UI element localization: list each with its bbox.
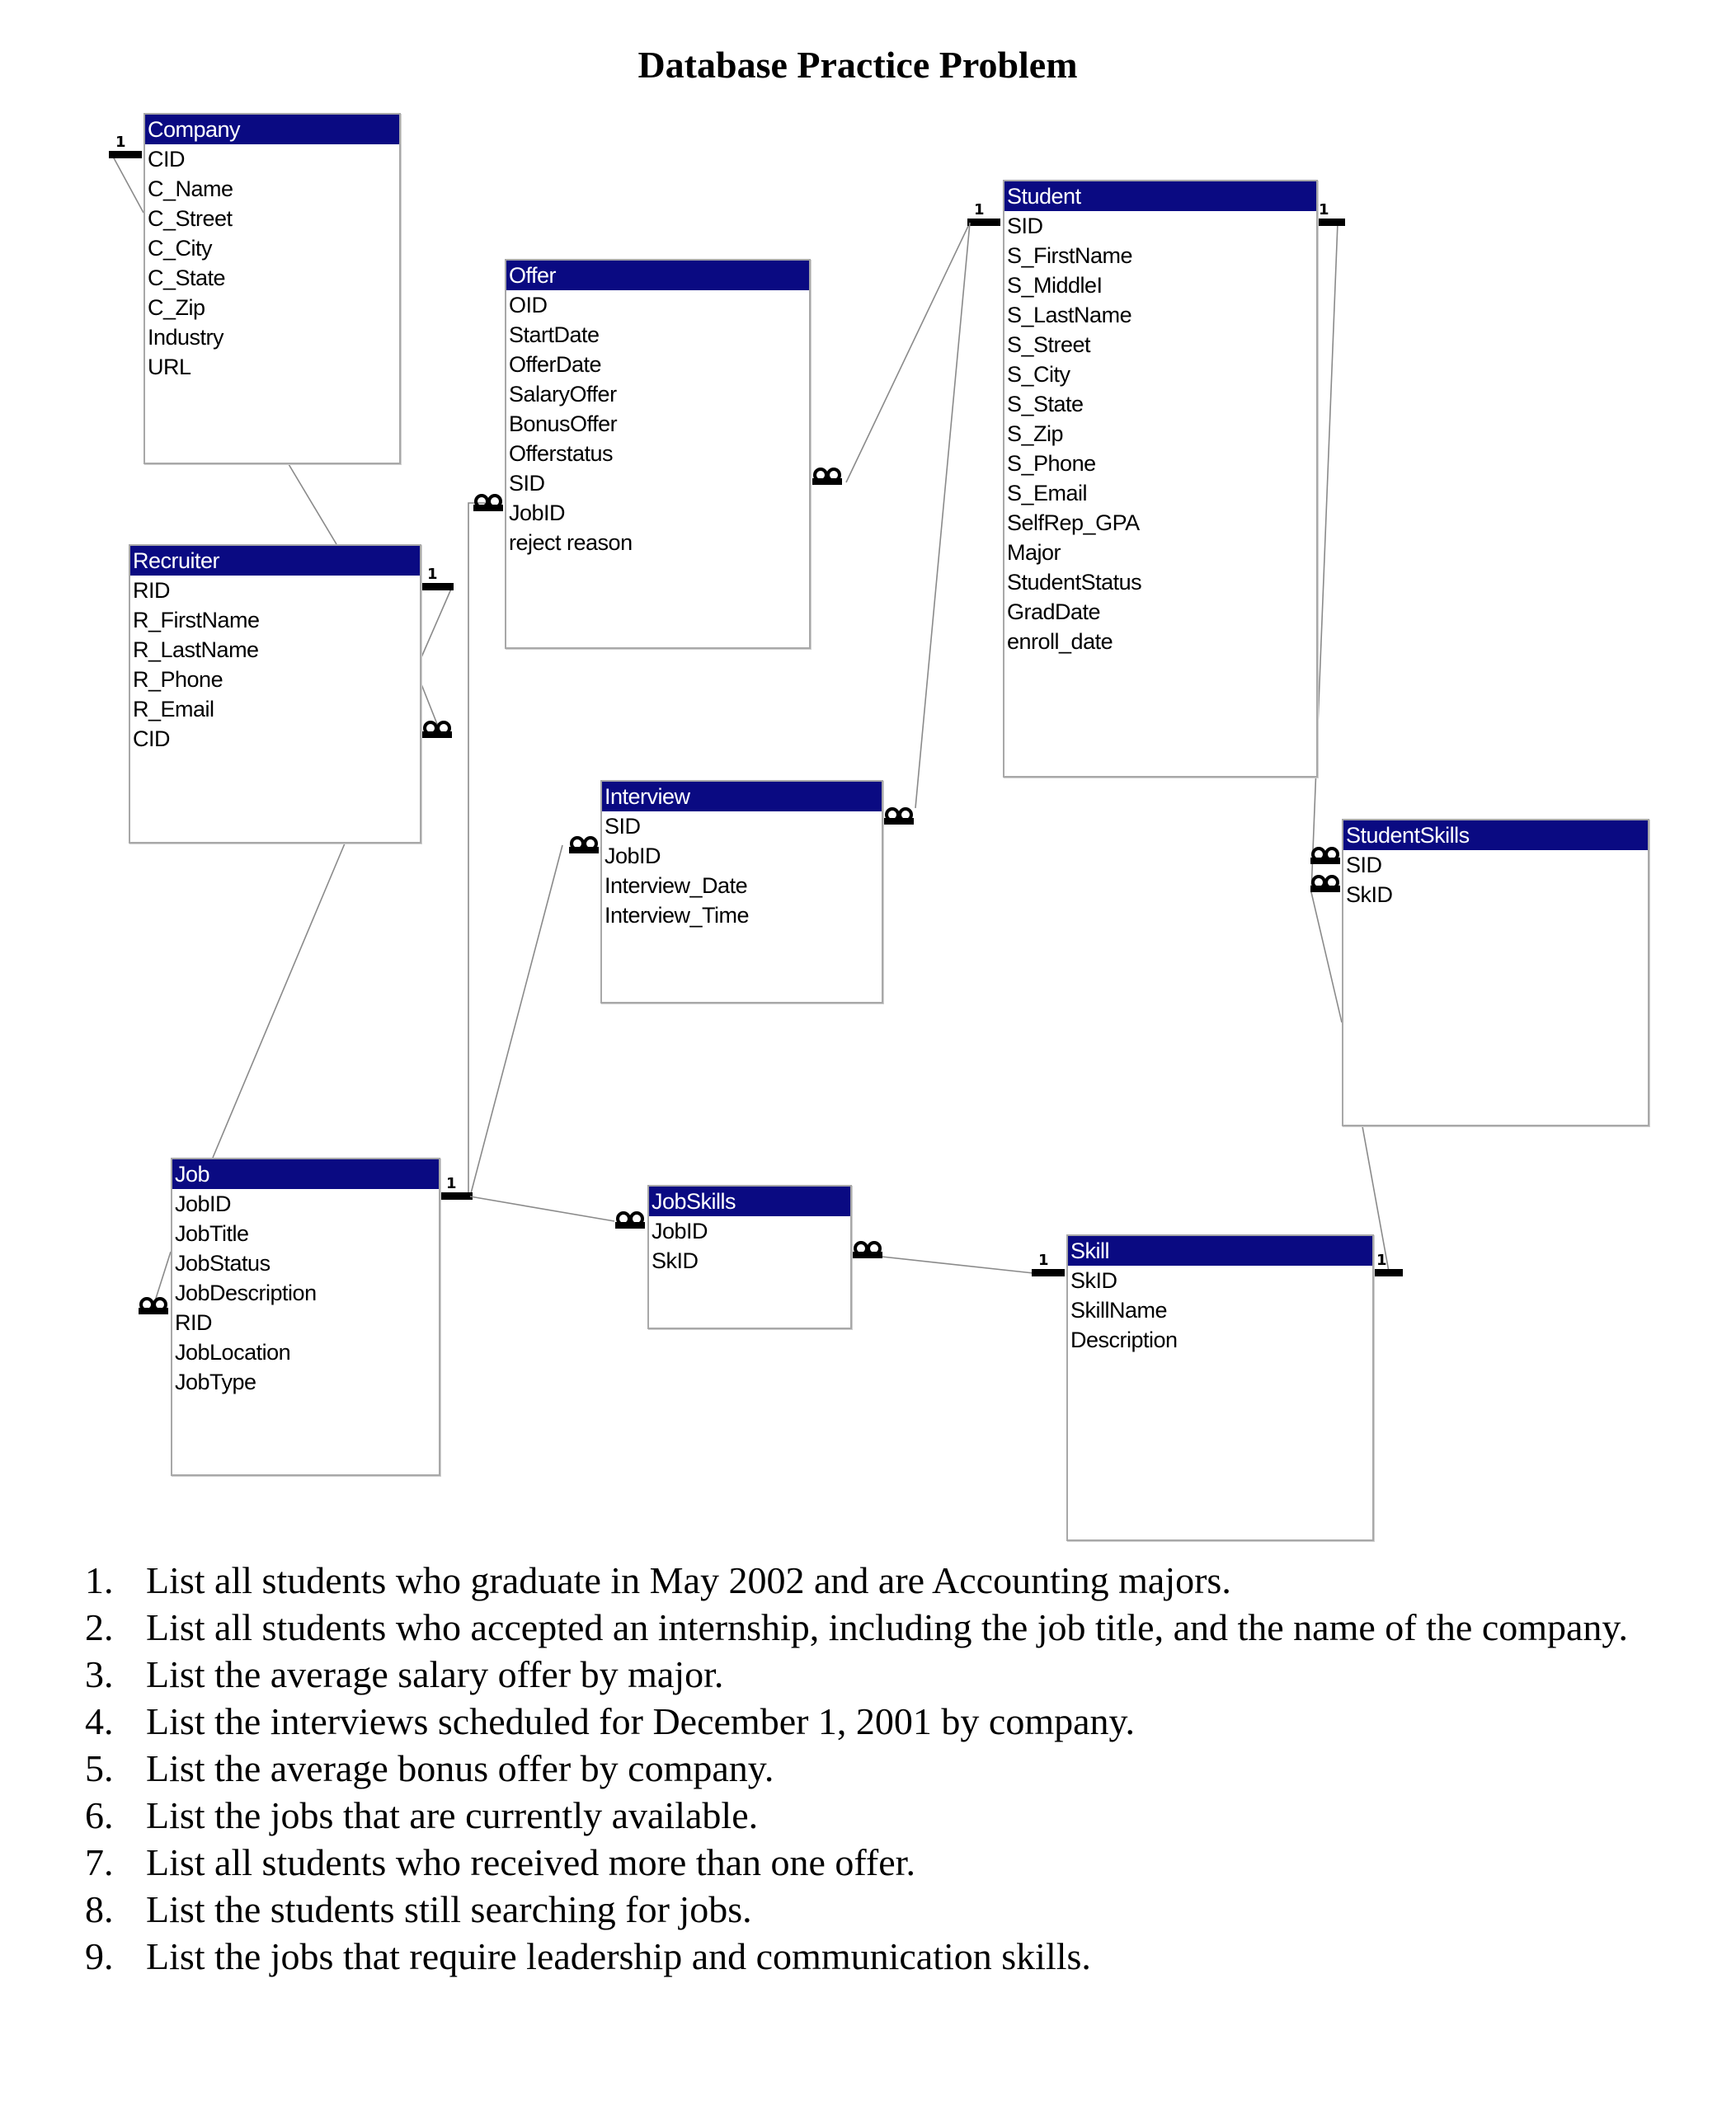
field-c-zip: C_Zip bbox=[148, 295, 205, 320]
rel-recruiter-job-infinity-icon bbox=[139, 1299, 168, 1314]
table-title: StudentSkills bbox=[1343, 820, 1648, 850]
rel-company-recruiter-one-label: 1 bbox=[115, 134, 126, 151]
relationship-line-skill-jobskills bbox=[882, 1257, 1033, 1273]
field-s-email: S_Email bbox=[1007, 481, 1088, 505]
rel-job-jobskills-infinity-icon bbox=[615, 1213, 645, 1229]
question-list bbox=[78, 1557, 1670, 1980]
rel-skill-jobskills-one-label: 1 bbox=[1038, 1252, 1049, 1269]
rel-skill-studentskills-one-bar bbox=[1370, 1269, 1403, 1276]
field-skillname: SkillName bbox=[1070, 1298, 1168, 1323]
field-list bbox=[1068, 1266, 1372, 1355]
rel-recruiter-right-one-label: 1 bbox=[427, 566, 438, 583]
field-list bbox=[506, 290, 809, 557]
field-jobstatus: JobStatus bbox=[175, 1251, 271, 1276]
relationship-line-job-jobskills bbox=[470, 1196, 614, 1221]
field-s-firstname: S_FirstName bbox=[1007, 243, 1133, 268]
field-jobid: JobID bbox=[652, 1219, 708, 1243]
field-list bbox=[172, 1189, 439, 1397]
table-title: Interview bbox=[602, 782, 882, 811]
relationship-line-recruiter-right-a bbox=[421, 587, 452, 657]
rel-student-studentskills-infinity-icon bbox=[1310, 877, 1340, 892]
rel-student-offer-infinity-icon bbox=[812, 469, 842, 485]
question-item bbox=[78, 1698, 1670, 1745]
rel-job-offer-infinity-icon bbox=[473, 496, 503, 511]
page-title: Database Practice Problem bbox=[637, 44, 1078, 86]
table-title: Offer bbox=[506, 261, 809, 290]
question-number: 8. bbox=[85, 1888, 114, 1930]
table-company[interactable] bbox=[143, 113, 401, 464]
question-item bbox=[78, 1745, 1670, 1792]
rel-recruiter-right-one-bar bbox=[421, 583, 454, 590]
table-title: JobSkills bbox=[649, 1187, 850, 1216]
field-list bbox=[1343, 850, 1648, 909]
field-offerdate: OfferDate bbox=[509, 352, 602, 377]
field-reject-reason: reject reason bbox=[509, 530, 633, 555]
field-jobtitle: JobTitle bbox=[175, 1221, 249, 1246]
question-item bbox=[78, 1839, 1670, 1886]
field-c-city: C_City bbox=[148, 236, 213, 261]
field-description: Description bbox=[1070, 1328, 1178, 1352]
question-text: List all students who accepted an internship, including the job title, and the name of the company. bbox=[146, 1606, 1628, 1648]
field-interview-time: Interview_Time bbox=[605, 903, 750, 928]
table-job[interactable] bbox=[171, 1158, 440, 1476]
field-studentstatus: StudentStatus bbox=[1007, 570, 1142, 595]
rel-student-offer-one-label: 1 bbox=[974, 201, 985, 219]
field-list bbox=[602, 811, 882, 930]
field-url: URL bbox=[148, 355, 191, 379]
question-item bbox=[78, 1886, 1670, 1933]
rel-company-recruiter-one-bar bbox=[109, 151, 142, 158]
field-industry: Industry bbox=[148, 325, 224, 350]
question-text: List the average bonus offer by company. bbox=[146, 1747, 774, 1789]
question-text: List the jobs that require leadership and communication skills. bbox=[146, 1935, 1091, 1977]
table-title: Recruiter bbox=[130, 546, 420, 576]
question-item bbox=[78, 1792, 1670, 1839]
field-s-phone: S_Phone bbox=[1007, 451, 1096, 476]
table-title: Student bbox=[1004, 181, 1316, 211]
question-number: 7. bbox=[85, 1841, 114, 1883]
relationship-line-job-interview bbox=[470, 845, 562, 1196]
table-title: Job bbox=[172, 1159, 439, 1189]
question-item bbox=[78, 1651, 1670, 1698]
table-studentskills[interactable] bbox=[1342, 819, 1649, 1126]
field-cid: CID bbox=[133, 726, 170, 751]
field-bonusoffer: BonusOffer bbox=[509, 411, 618, 436]
rel-student-interview-infinity-icon bbox=[884, 809, 914, 825]
field-interview-date: Interview_Date bbox=[605, 873, 748, 898]
table-offer[interactable] bbox=[505, 259, 811, 649]
field-jobid: JobID bbox=[175, 1192, 232, 1216]
question-item bbox=[78, 1604, 1670, 1651]
field-list bbox=[145, 144, 399, 382]
field-s-street: S_Street bbox=[1007, 332, 1091, 357]
table-recruiter[interactable] bbox=[129, 544, 421, 844]
question-text: List the average salary offer by major. bbox=[146, 1653, 724, 1695]
field-s-city: S_City bbox=[1007, 362, 1070, 387]
relationship-line-student-interview bbox=[915, 223, 970, 808]
field-enroll-date: enroll_date bbox=[1007, 629, 1113, 654]
field-skid: SkID bbox=[652, 1248, 699, 1273]
field-s-zip: S_Zip bbox=[1007, 421, 1064, 446]
table-interview[interactable] bbox=[600, 780, 883, 1003]
rel-skill-studentskills-infinity-icon bbox=[1310, 848, 1340, 864]
field-major: Major bbox=[1007, 540, 1061, 565]
question-number: 4. bbox=[85, 1700, 114, 1742]
field-joblocation: JobLocation bbox=[175, 1340, 291, 1365]
question-number: 9. bbox=[85, 1935, 114, 1977]
field-c-street: C_Street bbox=[148, 206, 233, 231]
rel-skill-jobskills-one-bar bbox=[1032, 1269, 1065, 1276]
relationship-line-recruiter-job bbox=[213, 844, 345, 1158]
field-list bbox=[1004, 211, 1316, 656]
rel-job-interview-one-bar bbox=[440, 1192, 473, 1200]
field-r-firstname: R_FirstName bbox=[133, 608, 260, 632]
field-graddate: GradDate bbox=[1007, 599, 1101, 624]
question-item bbox=[78, 1557, 1670, 1604]
rel-skill-jobskills-infinity-icon bbox=[853, 1243, 882, 1258]
question-number: 1. bbox=[85, 1559, 114, 1601]
field-list bbox=[130, 576, 420, 754]
table-jobskills[interactable] bbox=[647, 1185, 852, 1329]
field-s-middlei: S_MiddleI bbox=[1007, 273, 1103, 298]
field-s-state: S_State bbox=[1007, 392, 1084, 416]
field-cid: CID bbox=[148, 147, 185, 172]
field-r-phone: R_Phone bbox=[133, 667, 223, 692]
relationship-line-recruiter-right-b bbox=[421, 684, 437, 724]
rel-skill-studentskills-one-label: 1 bbox=[1376, 1252, 1387, 1269]
field-startdate: StartDate bbox=[509, 322, 600, 347]
field-r-email: R_Email bbox=[133, 697, 214, 721]
question-number: 5. bbox=[85, 1747, 114, 1789]
field-s-lastname: S_LastName bbox=[1007, 303, 1132, 327]
field-salaryoffer: SalaryOffer bbox=[509, 382, 617, 407]
table-student[interactable] bbox=[1003, 180, 1318, 778]
table-title: Company bbox=[145, 115, 399, 144]
field-jobtype: JobType bbox=[175, 1370, 256, 1394]
relationship-line-company-recruiter bbox=[289, 464, 336, 544]
rel-recruiter-right-infinity-icon bbox=[422, 722, 452, 738]
field-sid: SID bbox=[509, 471, 545, 496]
field-oid: OID bbox=[509, 293, 548, 317]
question-number: 3. bbox=[85, 1653, 114, 1695]
field-skid: SkID bbox=[1346, 882, 1393, 907]
rel-student-studentskills-one-label: 1 bbox=[1319, 201, 1329, 219]
question-text: List all students who graduate in May 2002 and are Accounting majors. bbox=[146, 1559, 1231, 1601]
field-rid: RID bbox=[133, 578, 170, 603]
rel-student-offer-one-bar bbox=[967, 219, 1000, 226]
table-skill[interactable] bbox=[1066, 1234, 1374, 1541]
relationship-line-student-offer bbox=[846, 223, 970, 482]
field-list bbox=[649, 1216, 850, 1276]
relationship-line-job-offer bbox=[468, 503, 485, 1196]
question-text: List all students who received more than one offer. bbox=[146, 1841, 915, 1883]
question-text: List the interviews scheduled for December 1, 2001 by company. bbox=[146, 1700, 1136, 1742]
field-skid: SkID bbox=[1070, 1268, 1117, 1293]
field-c-state: C_State bbox=[148, 266, 226, 290]
question-number: 2. bbox=[85, 1606, 114, 1648]
field-c-name: C_Name bbox=[148, 176, 233, 201]
field-jobid: JobID bbox=[509, 501, 566, 525]
relationship-line-company-recruiter-a bbox=[112, 155, 143, 213]
table-title: Skill bbox=[1068, 1236, 1372, 1266]
field-jobid: JobID bbox=[605, 844, 661, 868]
rel-job-interview-infinity-icon bbox=[569, 838, 599, 853]
field-rid: RID bbox=[175, 1310, 212, 1335]
field-sid: SID bbox=[1007, 214, 1043, 238]
field-offerstatus: Offerstatus bbox=[509, 441, 614, 466]
field-selfrep-gpa: SelfRep_GPA bbox=[1007, 510, 1140, 535]
field-r-lastname: R_LastName bbox=[133, 637, 259, 662]
field-sid: SID bbox=[605, 814, 641, 839]
question-item bbox=[78, 1933, 1670, 1980]
rel-job-interview-one-label: 1 bbox=[446, 1175, 457, 1192]
question-text: List the students still searching for jobs. bbox=[146, 1888, 752, 1930]
field-jobdescription: JobDescription bbox=[175, 1281, 317, 1305]
question-text: List the jobs that are currently available. bbox=[146, 1794, 759, 1836]
question-number: 6. bbox=[85, 1794, 114, 1836]
field-sid: SID bbox=[1346, 853, 1382, 877]
